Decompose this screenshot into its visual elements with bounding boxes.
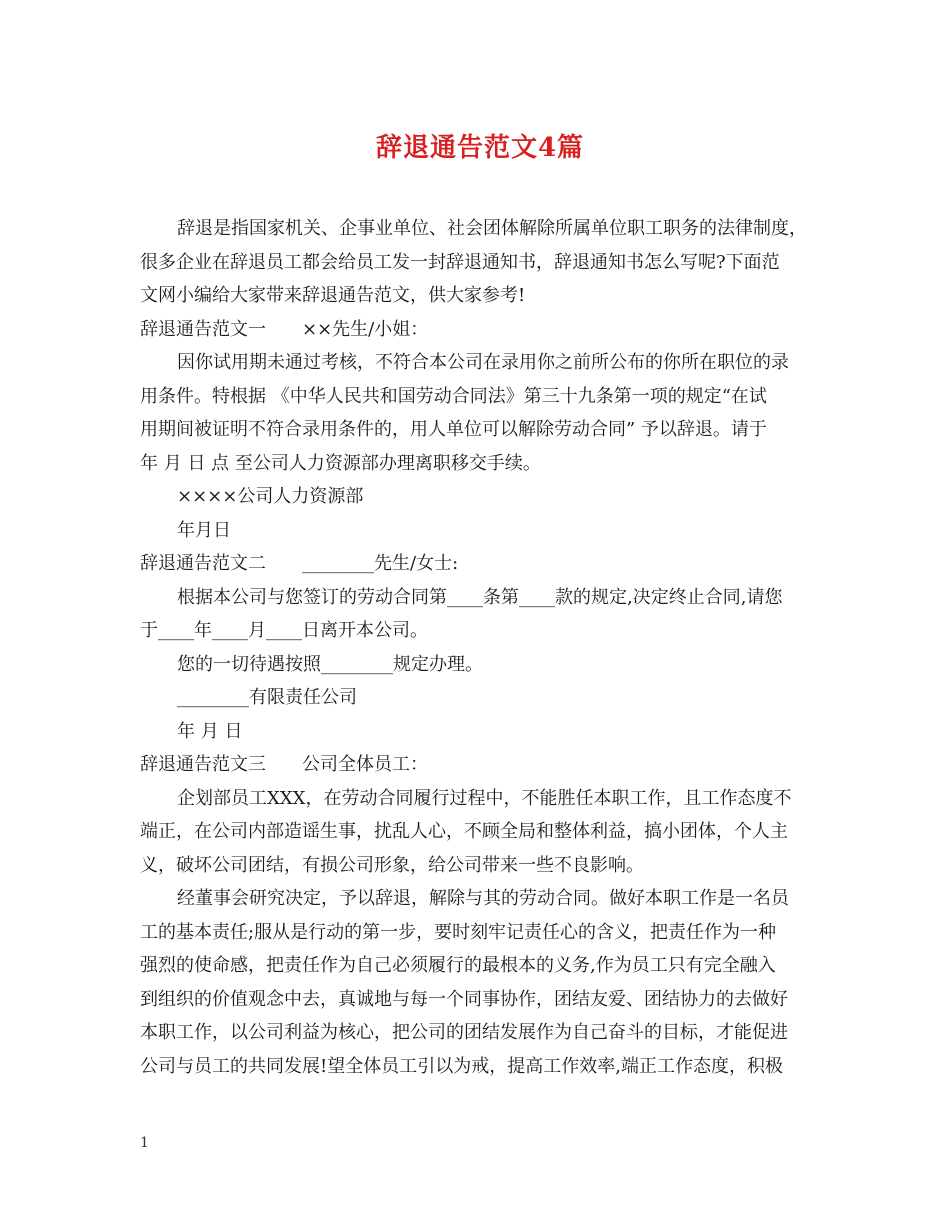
text-line: 经董事会研究决定，予以辞退，解除与其的劳动合同。做好本职工作是一名员 (177, 888, 789, 909)
text-line: 年 月 日 (177, 720, 243, 742)
text-line: 公司与员工的共同发展!望全体员工引以为戒，提高工作效率,端正工作态度，积极 (140, 1055, 783, 1077)
document-page (140, 128, 820, 1083)
text-line: 辞退通告范文二 ________先生/女士: (140, 553, 459, 574)
text-line: 年月日 (177, 519, 231, 541)
document-title: 辞退通告范文4篇 (375, 133, 585, 163)
text-line: ________有限责任公司 (177, 687, 357, 708)
text-line: 用条件。特根据 《中华人民共和国劳动合同法》第三十九条第一项的规定“在试 (140, 385, 767, 407)
text-line: 工的基本责任;服从是行动的第一步，要时刻牢记责任心的含义，把责任作为一种 (140, 921, 777, 943)
text-line: 端正，在公司内部造谣生事，扰乱人心，不顾全局和整体利益，搞小团体，个人主 (140, 821, 788, 842)
text-line: 用期间被证明不符合录用条件的，用人单位可以解除劳动合同” 予以辞退。请于 (140, 419, 767, 440)
text-line: 辞退是指国家机关、企事业单位、社会团体解除所属单位职工职务的法律制度， (177, 218, 807, 239)
text-line: 文网小编给大家带来辞退通告范文，供大家参考! (140, 285, 526, 306)
text-line: 本职工作，以公司利益为核心，把公司的团结发展作为自己奋斗的目标，才能促进 (140, 1022, 788, 1043)
text-line: 因你试用期未通过考核，不符合本公司在录用你之前所公布的你所在职位的录 (177, 352, 789, 373)
text-line: 辞退通告范文一 ××先生/小姐： (140, 318, 429, 340)
document-body (140, 212, 820, 1083)
text-line: 您的一切待遇按照________规定办理。 (177, 653, 483, 675)
text-line: 强烈的使命感，把责任作为自己必须履行的最根本的义务,作为员工只有完全融入 (140, 955, 776, 976)
text-line: 到组织的价值观念中去，真诚地与每一个同事协作，团结友爱、团结协力的去做好 (140, 988, 788, 1010)
text-line: 根据本公司与您签订的劳动合同第____条第____款的规定,决定终止合同,请您 (177, 586, 783, 608)
page-number: 1 (140, 1135, 149, 1151)
text-line: 年 月 日 点 至公司人力资源部办理离职移交手续。 (140, 452, 541, 474)
text-line: 义，破坏公司团结，有损公司形象，给公司带来一些不良影响。 (140, 854, 644, 876)
text-line: 辞退通告范文三 公司全体员工： (140, 754, 428, 775)
text-line: 于____年____月____日离开本公司。 (140, 620, 428, 641)
text-line: 很多企业在辞退员工都会给员工发一封辞退通知书，辞退通知书怎么写呢?下面范 (140, 251, 780, 273)
text-line: ××××公司人力资源部 (177, 486, 364, 507)
text-line: 企划部员工XXX，在劳动合同履行过程中，不能胜任本职工作，且工作态度不 (177, 787, 792, 809)
